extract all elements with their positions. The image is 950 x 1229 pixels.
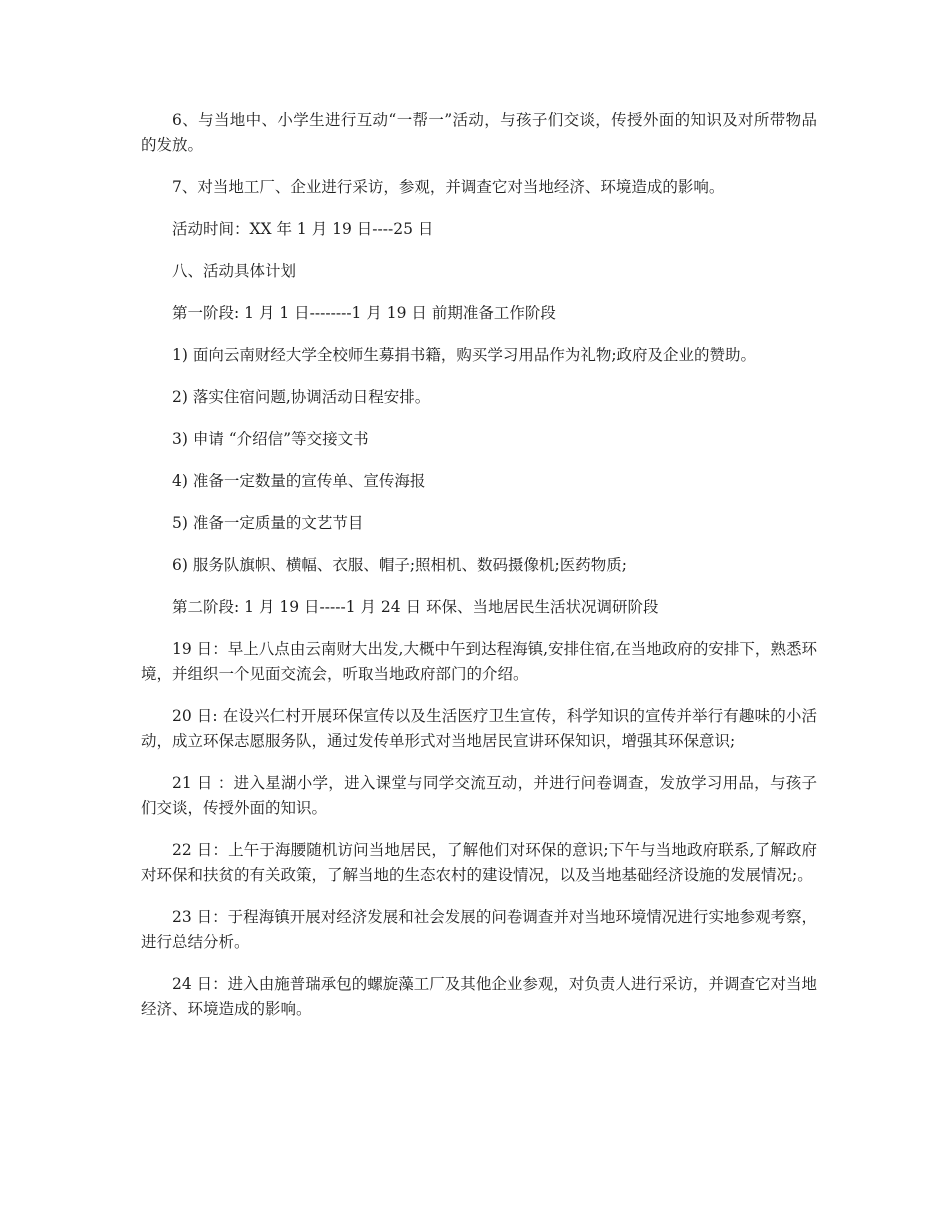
phase-one-step-3: 3) 申请 “介绍信”等交接文书 <box>172 430 369 448</box>
day-21-plan: 21 日 ：进入星湖小学，进入课堂与同学交流互动，并进行问卷调查，发放学习用品，与孩子们交谈，传授外面的知识。 <box>141 774 817 817</box>
phase-one-step-2: 2) 落实住宿问题,协调活动日程安排。 <box>172 388 431 406</box>
phase-two-heading: 第二阶段: 1 月 19 日-----1 月 24 日 环保、当地居民生活状况调研阶段 <box>172 598 659 616</box>
phase-one-step-1: 1) 面向云南财经大学全校师生募捐书籍，购买学习用品作为礼物;政府及企业的赞助。 <box>172 346 757 364</box>
activity-time: 活动时间：XX 年 1 月 19 日----25 日 <box>172 220 434 238</box>
phase-one-heading: 第一阶段: 1 月 1 日--------1 月 19 日 前期准备工作阶段 <box>172 304 556 322</box>
section-heading-plan: 八、活动具体计划 <box>172 262 297 280</box>
phase-one-step-4: 4) 准备一定数量的宣传单、宣传海报 <box>172 472 426 490</box>
phase-one-step-5: 5) 准备一定质量的文艺节目 <box>172 514 364 532</box>
day-19-plan: 19 日：早上八点由云南财大出发,大概中午到达程海镇,安排住宿,在当地政府的安排下，熟悉环境，并组织一个见面交流会，听取当地政府部门的介绍。 <box>141 640 817 683</box>
document-body <box>141 108 817 1039</box>
phase-one-step-6: 6) 服务队旗帜、横幅、衣服、帽子;照相机、数码摄像机;医药物质; <box>172 556 628 574</box>
paragraph-item-6: 6、与当地中、小学生进行互动“一帮一”活动，与孩子们交谈，传授外面的知识及对所带物品的发放。 <box>141 111 817 154</box>
day-20-plan: 20 日: 在设兴仁村开展环保宣传以及生活医疗卫生宣传，科学知识的宣传并举行有趣味的小活动，成立环保志愿服务队，通过发传单形式对当地居民宣讲环保知识，增强其环保意识; <box>141 707 817 750</box>
paragraph-item-7: 7、对当地工厂、企业进行采访，参观，并调查它对当地经济、环境造成的影响。 <box>172 178 725 196</box>
day-24-plan: 24 日：进入由施普瑞承包的螺旋藻工厂及其他企业参观，对负责人进行采访，并调查它对当地经济、环境造成的影响。 <box>141 975 817 1018</box>
day-23-plan: 23 日：于程海镇开展对经济发展和社会发展的问卷调查并对当地环境情况进行实地参观考察，进行总结分析。 <box>141 908 817 951</box>
day-22-plan: 22 日：上午于海腰随机访问当地居民，了解他们对环保的意识;下午与当地政府联系,了解政府对环保和扶贫的有关政策，了解当地的生态农村的建设情况，以及当地基础经济设施的发展情况;。 <box>141 841 817 884</box>
